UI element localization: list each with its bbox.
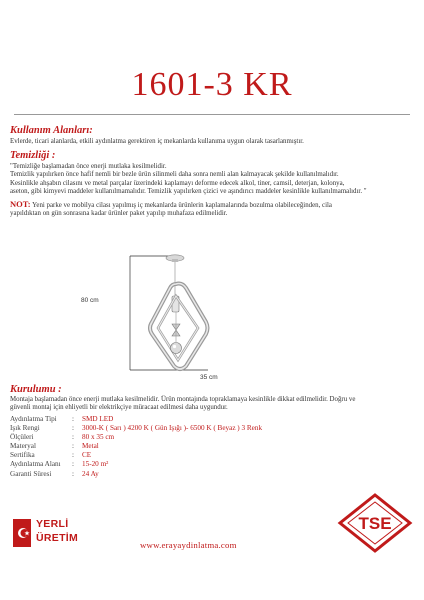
cleaning-line: "Temizliğe başlamadan önce enerji mutlaka kesilmelidir. (10, 163, 167, 170)
note-label: NOT: (10, 199, 31, 209)
installation-heading: Kurulumu : (10, 384, 62, 395)
spec-row: Materyal : Metal (10, 442, 262, 451)
tse-logo-icon (336, 492, 414, 554)
note-line (10, 200, 415, 210)
spec-key: Aydınlatma Tipi (10, 415, 57, 423)
title-divider (14, 114, 410, 115)
spec-value: 80 x 35 cm (82, 433, 115, 442)
spec-key: Işık Rengi (10, 424, 40, 433)
cleaning-line: aseton, gibi kimyevi maddeler kullanılmamalıdır. Temizlik yapılırken çizici ve aşındırıcı maddeler kesinlikle kullanılmamalıdır. " (10, 188, 367, 196)
yerli-label: YERLİ (36, 518, 69, 530)
uretim-label: ÜRETİM (36, 532, 79, 544)
cleaning-line: Temizlik yapılırken önce hafif nemli bir bezle ürün silinmeli daha sonra nemli alan kalmayacak şekilde kullanılmalıdır. (10, 171, 339, 179)
spec-row: Işık Rengi : 3000-K ( Sarı ) 4200 K ( Gün Işığı )- 6500 K ( Beyaz ) 3 Renk (10, 424, 263, 433)
installation-line: Montaja başlamadan önce enerji mutlaka kesilmelidir. Ürün montajında topraklamaya kesinlikle dikkat edilmelidir. Doğru ve (10, 396, 356, 403)
spec-table (10, 415, 262, 479)
cleaning-line: Kesinlikle ahşabın cilasını ve metal parçalar üzerindeki kaplamayı deforme edecek alkol, tiner, camsil, deterjan, kolonya, (10, 179, 345, 187)
cleaning-heading: Temizliği : (10, 150, 56, 161)
spec-row: Aydınlatma Tipi : SMD LED (10, 415, 262, 424)
height-dimension: 80 cm (81, 297, 99, 304)
spec-value: SMD LED (82, 415, 114, 423)
note-line-text: Yeni parke ve mobilya cilası yapılmış iç mekanlarda ürünlerin kaplamalarında bozulma olabileceğinden, cila (32, 202, 332, 209)
spec-row: Sertifika : CE (10, 451, 262, 460)
usage-text (10, 138, 415, 146)
note-block (10, 200, 415, 219)
installation-text (10, 396, 415, 413)
usage-heading: Kullanım Alanları: (10, 125, 93, 136)
flag-icon (12, 517, 34, 549)
ceiling-canopy-icon (166, 255, 184, 262)
spec-key: Materyal (10, 442, 36, 451)
spec-value: 24 Ay (82, 469, 99, 478)
cleaning-text (10, 163, 415, 197)
usage-line: Evlerde, ticari alanlarda, etkili aydınlatma gerektiren iç mekanlarda kullanıma uygun olarak tasarlanmıştır. (10, 138, 304, 145)
spec-value: Metal (82, 442, 99, 451)
spec-value: CE (82, 451, 92, 460)
spec-row: Aydınlatma Alanı : 15-20 m² (10, 460, 262, 469)
crystal-ornament-icon (171, 312, 182, 354)
installation-line: güvenli montaj için ehliyetli bir elektrikçiye müracaat edilmesi daha uygundur. (10, 404, 228, 412)
product-code: 1601-3 KR (131, 66, 293, 103)
spec-key: Ölçüleri (10, 433, 34, 442)
spec-value: 15-20 m² (82, 460, 109, 469)
spec-key: Sertifika (10, 451, 35, 460)
spec-key: Garanti Süresi (10, 469, 52, 478)
spec-row: Garanti Süresi : 24 Ay (10, 470, 262, 479)
spec-key: Aydınlatma Alanı (10, 460, 61, 469)
note-line: yapıldıktan on gün sonrasına kadar ürünler paket yapılıp muhafaza edilmelidir. (10, 210, 228, 218)
product-diagram (0, 220, 424, 380)
spec-row: Ölçüleri : 80 x 35 cm (10, 433, 262, 442)
width-dimension: 35 cm (200, 374, 218, 381)
spec-value: 3000-K ( Sarı ) 4200 K ( Gün Işığı )- 6500 K ( Beyaz ) 3 Renk (82, 424, 263, 433)
website-link[interactable]: www.erayaydinlatma.com (140, 540, 237, 550)
yerli-uretim-badge (12, 516, 92, 550)
tse-logo-text: TSE (358, 514, 392, 533)
